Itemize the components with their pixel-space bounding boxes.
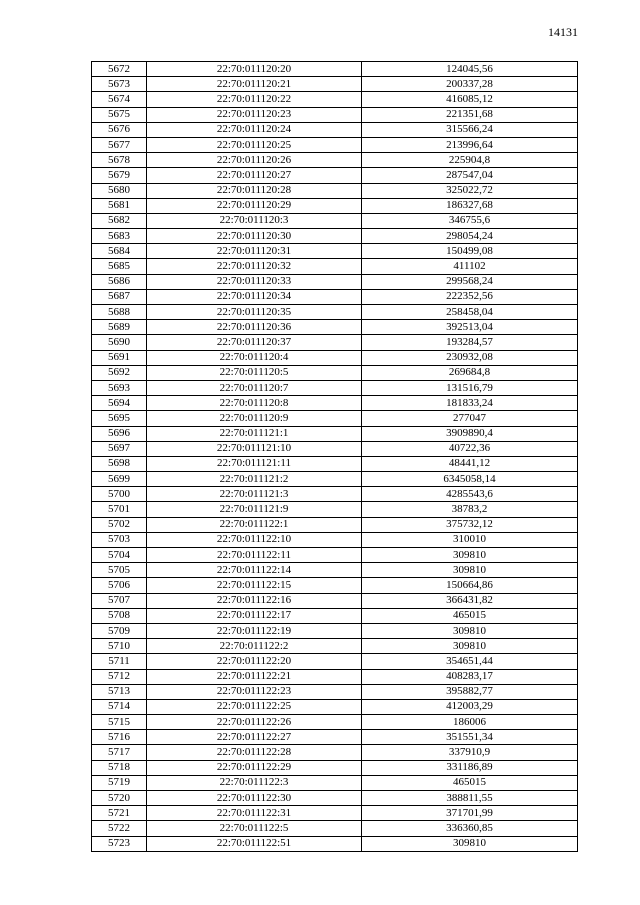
cadastral-value-cell: 124045,56: [362, 62, 578, 77]
cadastral-value-cell: 310010: [362, 532, 578, 547]
cadastral-value-cell: 465015: [362, 608, 578, 623]
table-row: [92, 563, 578, 578]
table-row: [92, 335, 578, 350]
row-number-cell: 5716: [92, 730, 147, 745]
table-row: [92, 380, 578, 395]
cadastral-number-cell: 22:70:011120:3: [147, 213, 362, 228]
cadastral-value-cell: 287547,04: [362, 168, 578, 183]
cadastral-number-cell: 22:70:011120:7: [147, 380, 362, 395]
table-row: [92, 198, 578, 213]
cadastral-value-cell: 6345058,14: [362, 472, 578, 487]
cadastral-value-cell: 40722,36: [362, 441, 578, 456]
cadastral-value-cell: 298054,24: [362, 229, 578, 244]
cadastral-value-cell: 337910,9: [362, 745, 578, 760]
cadastral-value-cell: 366431,82: [362, 593, 578, 608]
table-row: [92, 775, 578, 790]
cadastral-number-cell: 22:70:011120:23: [147, 107, 362, 122]
table-row: [92, 745, 578, 760]
table-row: [92, 639, 578, 654]
cadastral-value-cell: 325022,72: [362, 183, 578, 198]
row-number-cell: 5691: [92, 350, 147, 365]
table-row: [92, 320, 578, 335]
cadastral-number-cell: 22:70:011122:51: [147, 836, 362, 851]
row-number-cell: 5688: [92, 305, 147, 320]
cadastral-value-cell: 230932,08: [362, 350, 578, 365]
row-number-cell: 5708: [92, 608, 147, 623]
cadastral-number-cell: 22:70:011122:27: [147, 730, 362, 745]
cadastral-value-cell: 48441,12: [362, 456, 578, 471]
table-row: [92, 426, 578, 441]
cadastral-value-cell: 351551,34: [362, 730, 578, 745]
cadastral-number-cell: 22:70:011122:29: [147, 760, 362, 775]
cadastral-value-cell: 309810: [362, 639, 578, 654]
row-number-cell: 5705: [92, 563, 147, 578]
cadastral-number-cell: 22:70:011121:1: [147, 426, 362, 441]
row-number-cell: 5686: [92, 274, 147, 289]
table-row: [92, 699, 578, 714]
cadastral-number-cell: 22:70:011122:14: [147, 563, 362, 578]
table-row: [92, 289, 578, 304]
cadastral-number-cell: 22:70:011120:5: [147, 365, 362, 380]
table-row: [92, 183, 578, 198]
row-number-cell: 5672: [92, 62, 147, 77]
cadastral-number-cell: 22:70:011122:19: [147, 623, 362, 638]
cadastral-number-cell: 22:70:011122:25: [147, 699, 362, 714]
cadastral-number-cell: 22:70:011122:1: [147, 517, 362, 532]
row-number-cell: 5678: [92, 153, 147, 168]
table-row: [92, 350, 578, 365]
cadastral-value-cell: 331186,89: [362, 760, 578, 775]
row-number-cell: 5700: [92, 487, 147, 502]
cadastral-number-cell: 22:70:011122:23: [147, 684, 362, 699]
cadastral-value-cell: 375732,12: [362, 517, 578, 532]
cadastral-number-cell: 22:70:011122:17: [147, 608, 362, 623]
cadastral-value-cell: 277047: [362, 411, 578, 426]
row-number-cell: 5701: [92, 502, 147, 517]
table-row: [92, 548, 578, 563]
row-number-cell: 5675: [92, 107, 147, 122]
cadastral-value-cell: 412003,29: [362, 699, 578, 714]
cadastral-number-cell: 22:70:011120:8: [147, 396, 362, 411]
row-number-cell: 5684: [92, 244, 147, 259]
table-row: [92, 62, 578, 77]
table-row: [92, 274, 578, 289]
cadastral-number-cell: 22:70:011122:21: [147, 669, 362, 684]
table-row: [92, 821, 578, 836]
cadastral-value-cell: 4285543,6: [362, 487, 578, 502]
cadastral-value-cell: 186327,68: [362, 198, 578, 213]
cadastral-number-cell: 22:70:011122:15: [147, 578, 362, 593]
row-number-cell: 5717: [92, 745, 147, 760]
table-row: [92, 229, 578, 244]
cadastral-value-cell: 371701,99: [362, 806, 578, 821]
row-number-cell: 5690: [92, 335, 147, 350]
cadastral-number-cell: 22:70:011121:11: [147, 456, 362, 471]
row-number-cell: 5719: [92, 775, 147, 790]
cadastral-value-cell: 411102: [362, 259, 578, 274]
table-row: [92, 791, 578, 806]
row-number-cell: 5722: [92, 821, 147, 836]
table-row: [92, 441, 578, 456]
cadastral-value-cell: 309810: [362, 836, 578, 851]
cadastral-value-cell: 408283,17: [362, 669, 578, 684]
table-row: [92, 487, 578, 502]
table-row: [92, 593, 578, 608]
cadastral-number-cell: 22:70:011120:28: [147, 183, 362, 198]
cadastral-number-cell: 22:70:011120:34: [147, 289, 362, 304]
cadastral-number-cell: 22:70:011121:2: [147, 472, 362, 487]
table-row: [92, 532, 578, 547]
row-number-cell: 5692: [92, 365, 147, 380]
table-row: [92, 259, 578, 274]
table-row: [92, 213, 578, 228]
table-row: [92, 806, 578, 821]
table-row: [92, 153, 578, 168]
row-number-cell: 5698: [92, 456, 147, 471]
cadastral-value-cell: 416085,12: [362, 92, 578, 107]
row-number-cell: 5713: [92, 684, 147, 699]
row-number-cell: 5703: [92, 532, 147, 547]
page-number: 14131: [548, 25, 578, 39]
row-number-cell: 5695: [92, 411, 147, 426]
cadastral-value-cell: 213996,64: [362, 137, 578, 152]
table-row: [92, 623, 578, 638]
row-number-cell: 5709: [92, 623, 147, 638]
table-row: [92, 684, 578, 699]
cadastral-number-cell: 22:70:011120:25: [147, 137, 362, 152]
cadastral-value-cell: 392513,04: [362, 320, 578, 335]
cadastral-number-cell: 22:70:011120:32: [147, 259, 362, 274]
cadastral-number-cell: 22:70:011120:30: [147, 229, 362, 244]
row-number-cell: 5673: [92, 77, 147, 92]
cadastral-value-cell: 181833,24: [362, 396, 578, 411]
table-row: [92, 502, 578, 517]
cadastral-value-cell: 225904,8: [362, 153, 578, 168]
table-row: [92, 836, 578, 851]
cadastral-number-cell: 22:70:011120:21: [147, 77, 362, 92]
row-number-cell: 5676: [92, 122, 147, 137]
cadastral-number-cell: 22:70:011120:26: [147, 153, 362, 168]
row-number-cell: 5723: [92, 836, 147, 851]
cadastral-value-cell: 299568,24: [362, 274, 578, 289]
cadastral-number-cell: 22:70:011122:26: [147, 715, 362, 730]
table-row: [92, 168, 578, 183]
row-number-cell: 5711: [92, 654, 147, 669]
cadastral-value-table: [91, 61, 578, 852]
table-row: [92, 517, 578, 532]
row-number-cell: 5683: [92, 229, 147, 244]
cadastral-value-cell: 354651,44: [362, 654, 578, 669]
cadastral-value-cell: 465015: [362, 775, 578, 790]
row-number-cell: 5720: [92, 791, 147, 806]
cadastral-number-cell: 22:70:011122:5: [147, 821, 362, 836]
cadastral-number-cell: 22:70:011122:2: [147, 639, 362, 654]
cadastral-number-cell: 22:70:011122:10: [147, 532, 362, 547]
cadastral-number-cell: 22:70:011120:20: [147, 62, 362, 77]
cadastral-value-cell: 38783,2: [362, 502, 578, 517]
row-number-cell: 5677: [92, 137, 147, 152]
table-row: [92, 411, 578, 426]
row-number-cell: 5682: [92, 213, 147, 228]
cadastral-value-cell: 395882,77: [362, 684, 578, 699]
table-row: [92, 244, 578, 259]
cadastral-value-cell: 346755,6: [362, 213, 578, 228]
table-row: [92, 608, 578, 623]
cadastral-number-cell: 22:70:011122:31: [147, 806, 362, 821]
table-row: [92, 760, 578, 775]
row-number-cell: 5714: [92, 699, 147, 714]
row-number-cell: 5707: [92, 593, 147, 608]
cadastral-number-cell: 22:70:011121:9: [147, 502, 362, 517]
cadastral-value-cell: 309810: [362, 548, 578, 563]
table-row: [92, 730, 578, 745]
table-row: [92, 305, 578, 320]
table-body: [92, 62, 578, 852]
table-row: [92, 472, 578, 487]
cadastral-number-cell: 22:70:011120:4: [147, 350, 362, 365]
cadastral-number-cell: 22:70:011120:33: [147, 274, 362, 289]
row-number-cell: 5674: [92, 92, 147, 107]
cadastral-number-cell: 22:70:011120:29: [147, 198, 362, 213]
table-row: [92, 396, 578, 411]
cadastral-value-cell: 221351,68: [362, 107, 578, 122]
row-number-cell: 5715: [92, 715, 147, 730]
row-number-cell: 5702: [92, 517, 147, 532]
cadastral-value-cell: 200337,28: [362, 77, 578, 92]
cadastral-value-cell: 388811,55: [362, 791, 578, 806]
cadastral-value-cell: 131516,79: [362, 380, 578, 395]
table-row: [92, 77, 578, 92]
cadastral-value-cell: 309810: [362, 563, 578, 578]
row-number-cell: 5699: [92, 472, 147, 487]
row-number-cell: 5710: [92, 639, 147, 654]
row-number-cell: 5697: [92, 441, 147, 456]
cadastral-number-cell: 22:70:011122:11: [147, 548, 362, 563]
table-row: [92, 137, 578, 152]
cadastral-number-cell: 22:70:011120:9: [147, 411, 362, 426]
cadastral-number-cell: 22:70:011122:3: [147, 775, 362, 790]
cadastral-value-cell: 222352,56: [362, 289, 578, 304]
cadastral-value-cell: 193284,57: [362, 335, 578, 350]
cadastral-value-cell: 150499,08: [362, 244, 578, 259]
row-number-cell: 5706: [92, 578, 147, 593]
cadastral-number-cell: 22:70:011120:35: [147, 305, 362, 320]
table-row: [92, 107, 578, 122]
row-number-cell: 5696: [92, 426, 147, 441]
cadastral-number-cell: 22:70:011121:3: [147, 487, 362, 502]
row-number-cell: 5721: [92, 806, 147, 821]
cadastral-value-cell: 150664,86: [362, 578, 578, 593]
cadastral-value-cell: 309810: [362, 623, 578, 638]
cadastral-number-cell: 22:70:011122:16: [147, 593, 362, 608]
row-number-cell: 5680: [92, 183, 147, 198]
cadastral-value-cell: 269684,8: [362, 365, 578, 380]
table-row: [92, 456, 578, 471]
cadastral-number-cell: 22:70:011120:22: [147, 92, 362, 107]
cadastral-value-cell: 3909890,4: [362, 426, 578, 441]
table-row: [92, 654, 578, 669]
table-row: [92, 92, 578, 107]
cadastral-value-cell: 186006: [362, 715, 578, 730]
cadastral-number-cell: 22:70:011121:10: [147, 441, 362, 456]
cadastral-value-cell: 315566,24: [362, 122, 578, 137]
cadastral-number-cell: 22:70:011120:37: [147, 335, 362, 350]
row-number-cell: 5718: [92, 760, 147, 775]
table-row: [92, 715, 578, 730]
table-row: [92, 669, 578, 684]
cadastral-number-cell: 22:70:011120:27: [147, 168, 362, 183]
cadastral-value-cell: 258458,04: [362, 305, 578, 320]
table-row: [92, 122, 578, 137]
row-number-cell: 5693: [92, 380, 147, 395]
cadastral-value-cell: 336360,85: [362, 821, 578, 836]
row-number-cell: 5685: [92, 259, 147, 274]
cadastral-number-cell: 22:70:011120:31: [147, 244, 362, 259]
row-number-cell: 5679: [92, 168, 147, 183]
table-row: [92, 365, 578, 380]
row-number-cell: 5689: [92, 320, 147, 335]
cadastral-number-cell: 22:70:011122:28: [147, 745, 362, 760]
table-row: [92, 578, 578, 593]
cadastral-number-cell: 22:70:011120:24: [147, 122, 362, 137]
row-number-cell: 5704: [92, 548, 147, 563]
row-number-cell: 5712: [92, 669, 147, 684]
cadastral-number-cell: 22:70:011122:20: [147, 654, 362, 669]
cadastral-number-cell: 22:70:011120:36: [147, 320, 362, 335]
cadastral-number-cell: 22:70:011122:30: [147, 791, 362, 806]
row-number-cell: 5694: [92, 396, 147, 411]
row-number-cell: 5681: [92, 198, 147, 213]
row-number-cell: 5687: [92, 289, 147, 304]
